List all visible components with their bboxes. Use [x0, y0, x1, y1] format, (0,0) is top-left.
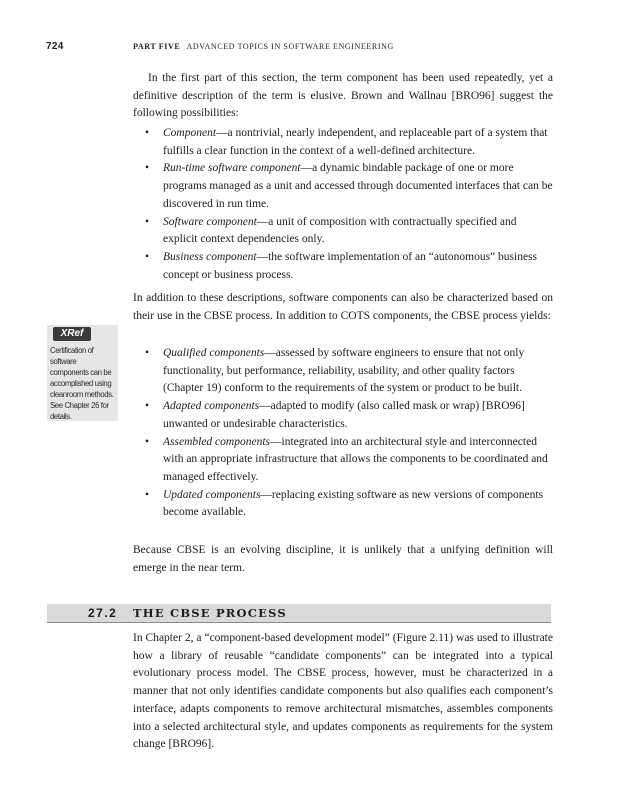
definition-term: Software component — [163, 215, 257, 228]
xref-sidebar — [47, 325, 118, 421]
bullet-icon: • — [145, 400, 150, 413]
section-title: THE CBSE PROCESS — [133, 606, 287, 620]
bullet-icon: • — [145, 435, 150, 448]
component-item — [133, 487, 553, 522]
component-text: —assessed by software engineers to ensure that not only functionality, but performance, reliability, usability, and other quality factors (Chapter 19) conform to the requirements of the system or product to be built. — [163, 347, 525, 395]
xref-note: Certification of software components can be accomplished using cleanroom methods. See Chapter 26 for details. — [50, 346, 114, 421]
section-paragraph-block — [133, 630, 553, 754]
definition-text: —the software implementation of an “autonomous” business concept or business process. — [163, 250, 538, 281]
definition-item — [133, 160, 553, 213]
definition-item — [133, 125, 553, 160]
bullet-icon: • — [145, 347, 150, 359]
bullet-icon: • — [145, 215, 150, 228]
definition-text: —a dynamic bindable package of one or more programs managed as a unit and accessed through documented interfaces that can be discovered in run time. — [163, 162, 553, 210]
section-number: 27.2 — [88, 606, 118, 620]
bullet-icon: • — [145, 488, 150, 501]
page-number: 724 — [46, 41, 64, 52]
definition-list-block — [133, 125, 553, 284]
cbse-component-list-block — [133, 345, 553, 522]
running-head — [133, 42, 394, 51]
bullet-icon: • — [145, 127, 150, 139]
component-text: —integrated into an architectural style and interconnected with an appropriate infrastructure that allows the components to be coordinated and managed effectively. — [163, 435, 548, 483]
xref-badge: XRef — [53, 327, 91, 341]
definition-item — [133, 249, 553, 284]
section-heading — [47, 604, 551, 623]
definition-term: Business component — [163, 250, 257, 263]
bullet-icon: • — [145, 250, 150, 263]
section-paragraph: In Chapter 2, a “component-based development model” (Figure 2.11) was used to illustrate how a library of reusable “candidate components” can be integrated into a typical evolutionary process model. The CBSE process, however, must be characterized in a manner that not only identifies candidate components but also qualifies each component’s interface, adapts components to remove architectural mismatches, assembles components into a selected architectural style, and updates components as requirements for the system change [BRO96]. — [133, 632, 553, 751]
closing-paragraph: Because CBSE is an evolving discipline, it is unlikely that a unifying definition will emerge in the near term. — [133, 544, 553, 574]
intro-paragraph: In the first part of this section, the term component has been used repeatedly, yet a definitive description of the term is elusive. Brown and Wallnau [BRO96] suggest the following possibilities: — [133, 72, 553, 120]
bullet-icon: • — [145, 162, 150, 175]
component-term: Qualified components — [163, 347, 265, 359]
component-item — [133, 345, 553, 398]
page-header — [0, 41, 637, 55]
cbse-component-list — [133, 345, 553, 522]
definition-list — [133, 125, 553, 284]
component-term: Updated components — [163, 488, 261, 501]
definition-text: —a nontrivial, nearly independent, and replaceable part of a system that fulfills a clear function in the context of a well-defined architecture. — [163, 127, 548, 157]
component-term: Assembled components — [163, 435, 270, 448]
component-item — [133, 398, 553, 433]
intro-paragraph-block — [133, 70, 553, 123]
component-item — [133, 434, 553, 487]
definition-term: Run-time software component — [163, 162, 301, 175]
cbse-paragraph-block — [133, 290, 553, 325]
definition-term: Component — [163, 127, 217, 139]
part-label: PART FIVE — [133, 42, 181, 51]
definition-text: —a unit of composition with contractually specified and explicit context dependencies only. — [163, 215, 517, 246]
component-term: Adapted components — [163, 400, 260, 413]
component-text: —replacing existing software as new versions of components become available. — [163, 488, 544, 519]
cbse-paragraph: In addition to these descriptions, software components can also be characterized based on their use in the CBSE process. In addition to COTS components, the CBSE process yields: — [133, 292, 553, 322]
closing-paragraph-block — [133, 542, 553, 577]
definition-item — [133, 214, 553, 249]
part-title: ADVANCED TOPICS IN SOFTWARE ENGINEERING — [186, 42, 394, 51]
component-text: —adapted to modify (also called mask or wrap) [BRO96] unwanted or undesirable characteristics. — [163, 400, 525, 430]
